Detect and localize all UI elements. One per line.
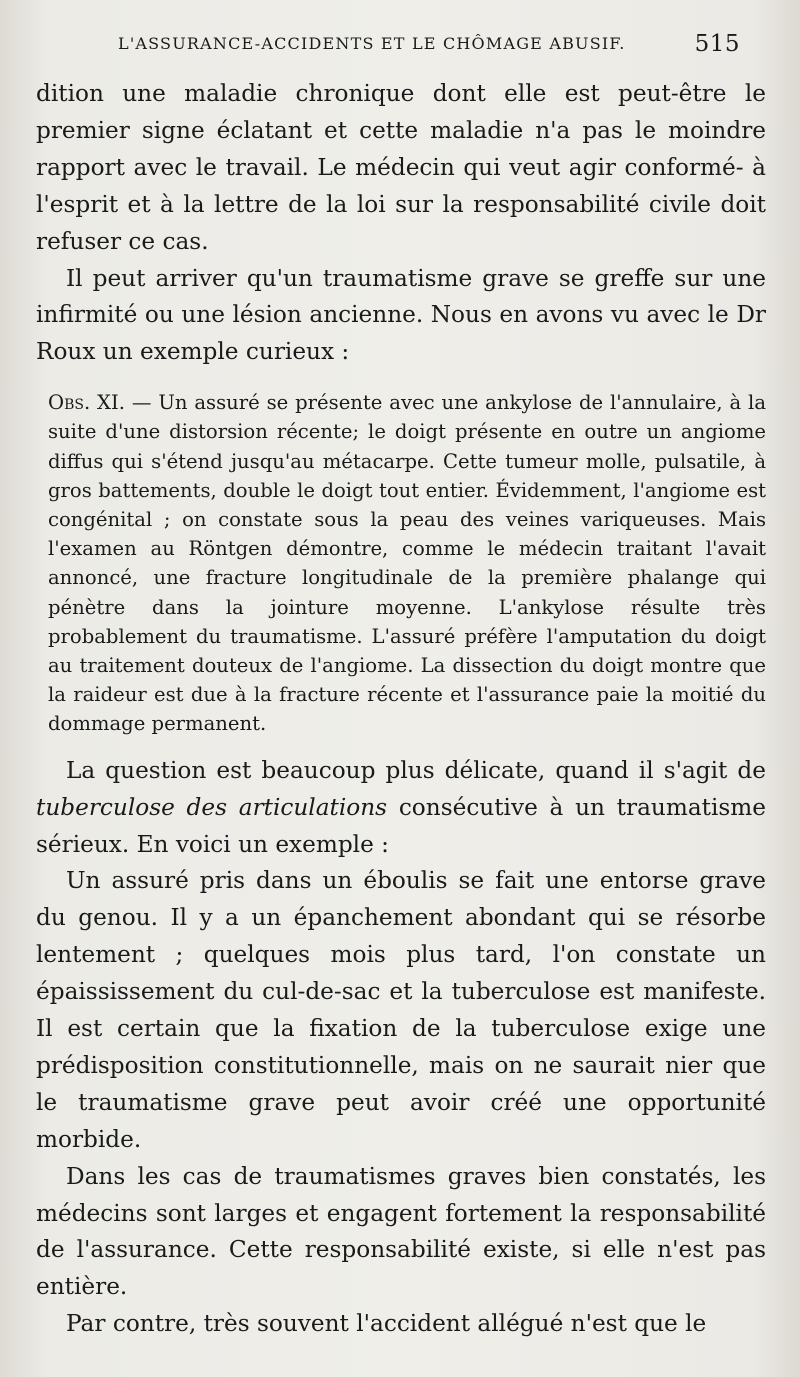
paragraph-tuberculose [36,753,766,864]
page-header [118,31,740,57]
paragraph-tuberculose-emphasis: tuberculose des articulations [36,793,388,821]
page-body [36,76,766,1343]
paragraph-tuberculose-end: consécutive à un traumatisme sérieux. En voici un exemple : [36,793,766,858]
paragraph-traumatisme: Il peut arriver qu'un traumatisme grave se greffe sur une infirmité ou une lésion ancienne. Nous en avons vu avec le Dr Roux un exemple curieux : [36,264,766,366]
paragraph-exemple: Un assuré pris dans un éboulis se fait une entorse grave du genou. Il y a un épanchement abondant qui se résorbe lentement ; quelques mois plus tard, l'on constate un épaississement du cul-de-sac et la tuberculose est manifeste. Il est certain que la fixation de la tuberculose exige une prédisposition constitutionnelle, mais on ne saurait nier que le traumatisme grave peut avoir créé une opportunité morbide. [36,867,766,1153]
observation-text: Un assuré se présente avec une ankylose de l'annulaire, à la suite d'une distorsion récente; le doigt présente en outre un angiome diffus qui s'étend jusqu'au métacarpe. Cette tumeur molle, pulsatile, à gros battements, double le doigt tout entier. Évidemment, l'angiome est congénital ; on constate sous la peau des veines variqueuses. Mais l'examen au Röntgen démontre, comme le médecin traitant l'avait annoncé, une fracture longitudinale de la première phalange qui pénètre dans la jointure moyenne. L'ankylose résulte très probablement du traumatisme. L'assuré préfère l'amputation du doigt au traitement douteux de l'angiome. La dissection du doigt montre que la raideur est due à la fracture récente et l'assurance paie la moitié du dommage permanent. [48,391,767,736]
page-number: 515 [694,31,740,57]
paragraph-par-contre: Par contre, très souvent l'accident allégué n'est que le [66,1310,707,1338]
paragraph-tuberculose-start: La question est beaucoup plus délicate, quand il s'agit de [66,756,766,784]
paragraph-continuation: dition une maladie chronique dont elle est peut-être le premier signe éclatant et cette maladie n'a pas le moindre rapport avec le travail. Le médecin qui veut agir conformé- à l'esprit et à la lettre de la loi sur la responsabilité civile doit refuser ce cas. [36,80,766,255]
observation-label: Obs. XI. — [48,391,152,415]
running-title: L'ASSURANCE-ACCIDENTS ET LE CHÔMAGE ABUSIF. [118,34,626,53]
observation-block [36,388,766,738]
paragraph-responsabilite: Dans les cas de traumatismes graves bien constatés, les médecins sont larges et engagent fortement la responsabilité de l'assurance. Cette responsabilité existe, si elle n'est pas entière. [36,1162,766,1301]
